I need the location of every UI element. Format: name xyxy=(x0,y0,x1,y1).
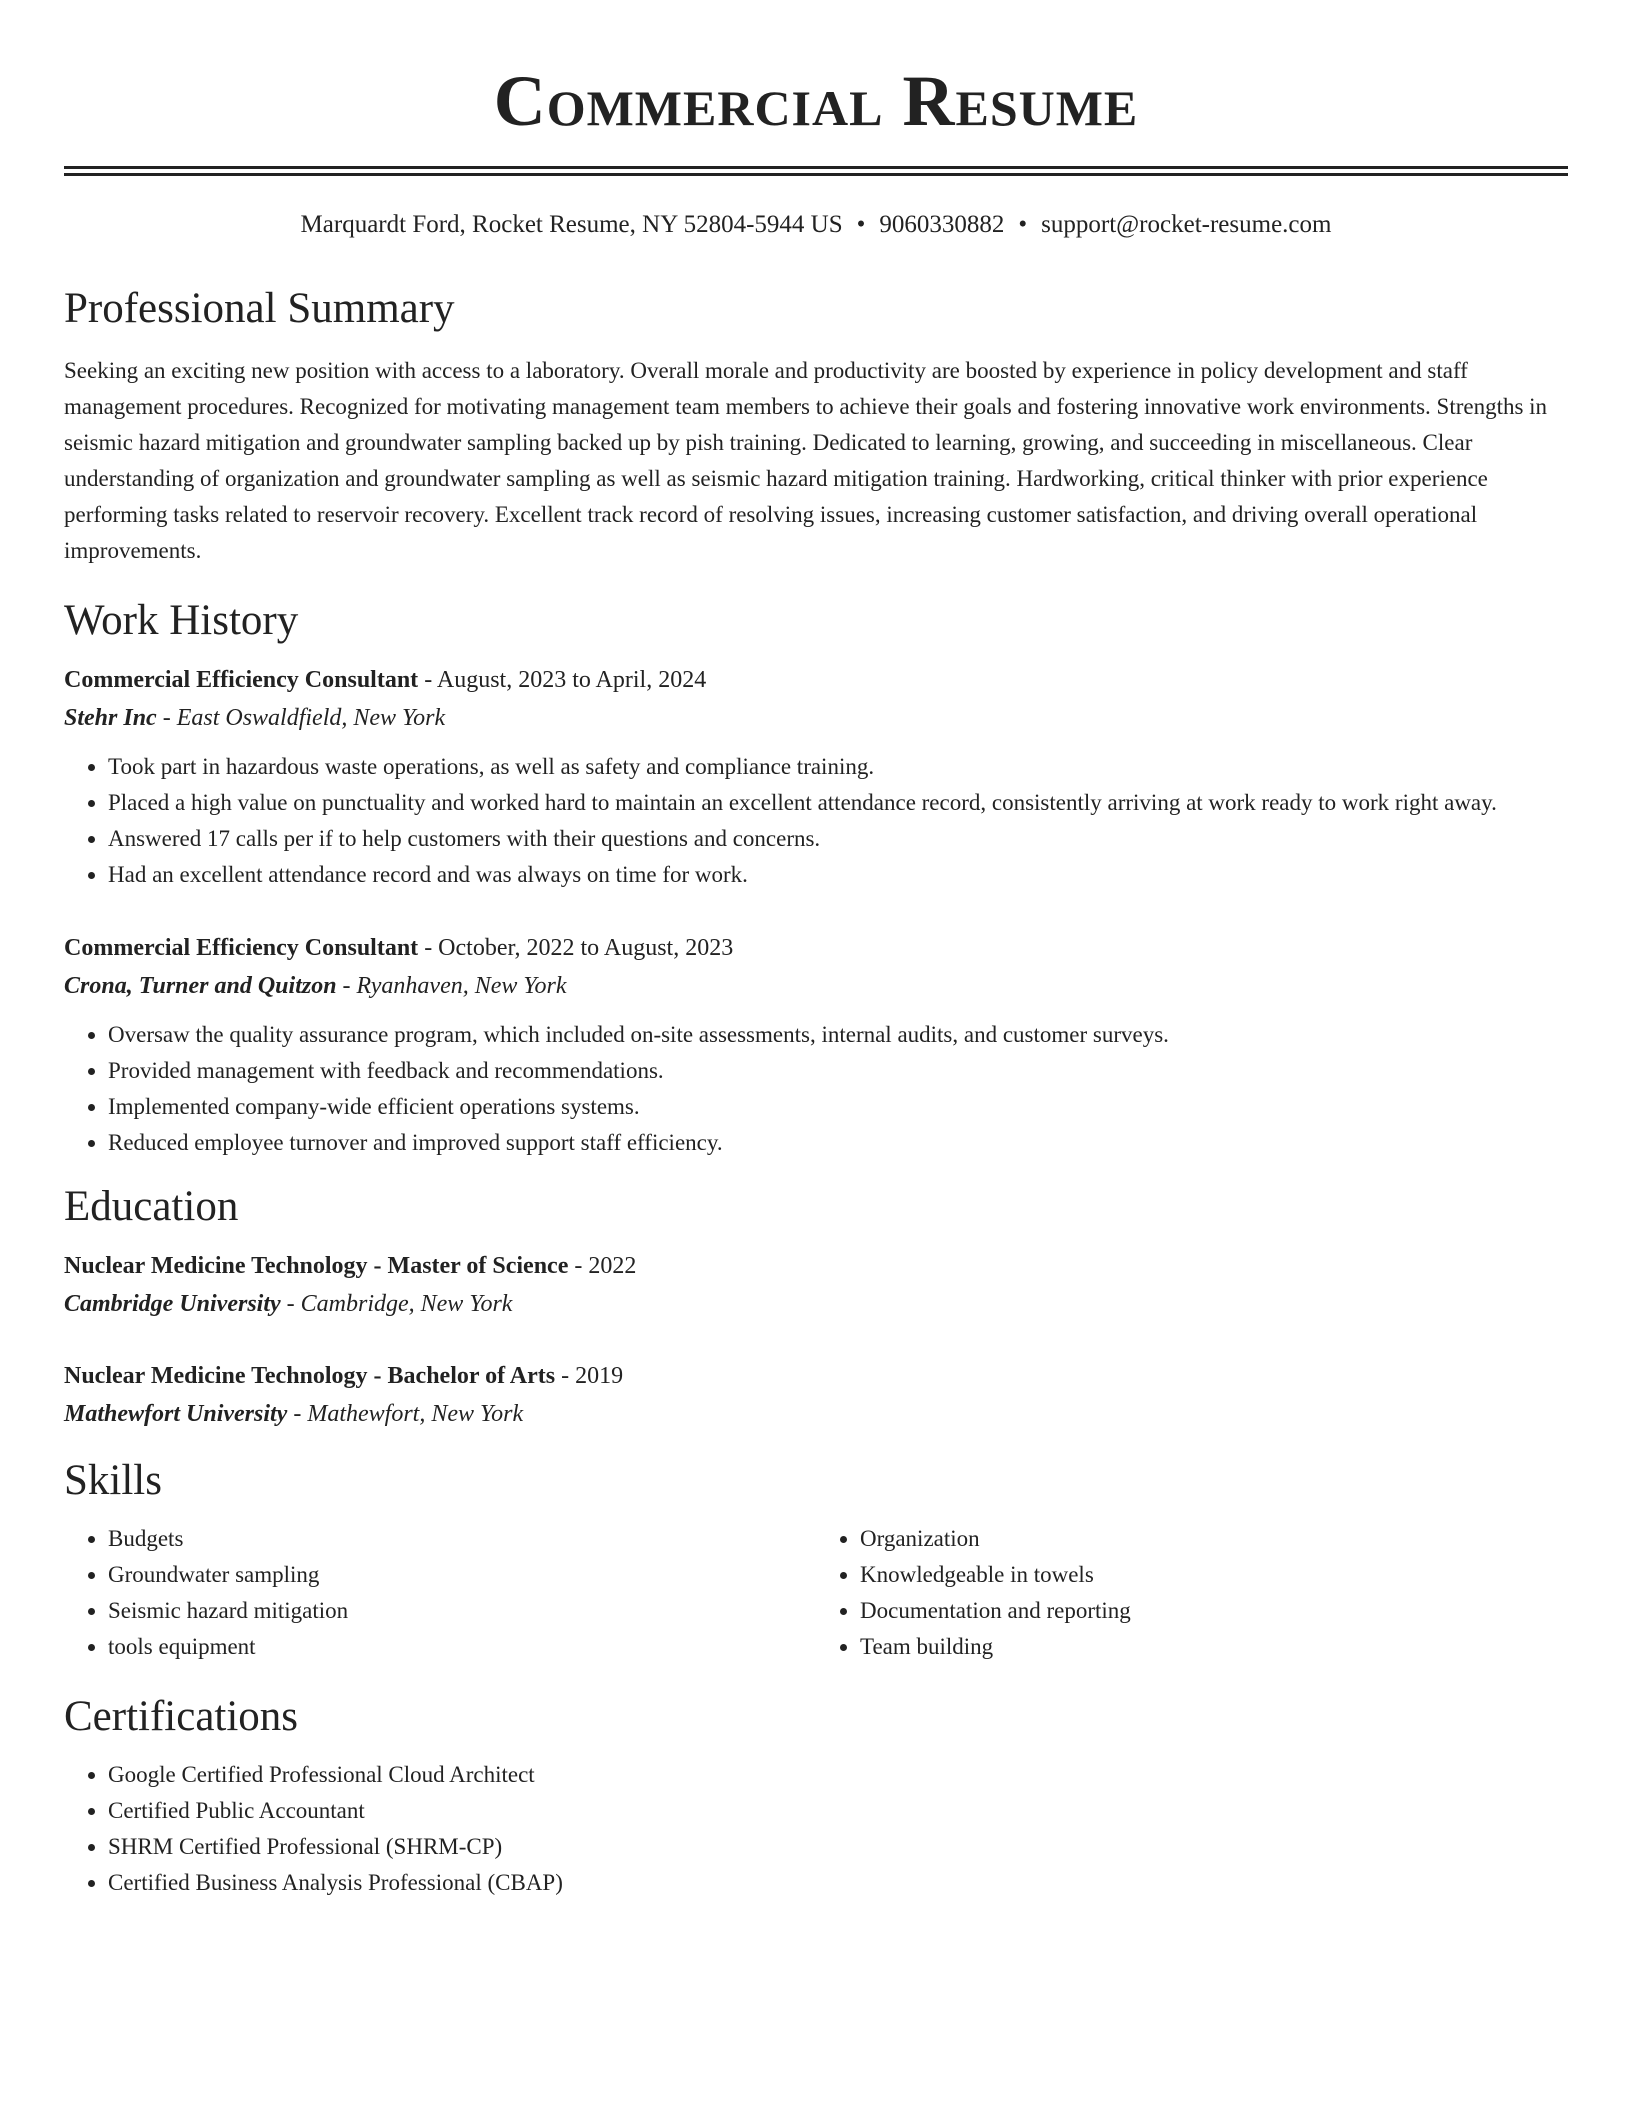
education-entry xyxy=(64,1247,1568,1323)
job-bullet: • Implemented company-wide efficient operations systems. xyxy=(108,1089,1568,1125)
job-dates: - October, 2022 to August, 2023 xyxy=(418,935,734,961)
certification-item: • Google Certified Professional Cloud Architect xyxy=(108,1757,1568,1793)
education-school: Cambridge University xyxy=(64,1291,281,1317)
job-bullet: • Reduced employee turnover and improved support staff efficiency. xyxy=(108,1125,1568,1161)
education-entry xyxy=(64,1357,1568,1433)
skills-columns xyxy=(64,1521,1568,1665)
education-degree: Nuclear Medicine Technology - Bachelor of Arts xyxy=(64,1363,556,1389)
skill-item: • Team building xyxy=(860,1629,1568,1665)
job-entry xyxy=(64,929,1568,1161)
education-school-line xyxy=(64,1285,1568,1323)
contact-separator: • xyxy=(856,211,866,238)
contact-email: support@rocket-resume.com xyxy=(1041,211,1332,238)
certifications-heading: Certifications xyxy=(64,1693,299,1740)
job-location: - East Oswaldfield, New York xyxy=(156,705,446,731)
skill-item: • Documentation and reporting xyxy=(860,1593,1568,1629)
job-title: Commercial Efficiency Consultant xyxy=(64,935,419,961)
certification-item: • Certified Business Analysis Professional (CBAP) xyxy=(108,1865,1568,1901)
skill-item: • Seismic hazard mitigation xyxy=(108,1593,816,1629)
job-bullet: • Took part in hazardous waste operations, as well as safety and compliance training. xyxy=(108,749,1568,785)
education-degree-line xyxy=(64,1357,1568,1395)
contact-line xyxy=(64,209,1568,241)
job-title-line xyxy=(64,661,1568,699)
job-title-line xyxy=(64,929,1568,967)
job-dates: - August, 2023 to April, 2024 xyxy=(418,667,707,693)
education-location: - Mathewfort, New York xyxy=(287,1401,524,1427)
certification-item: • SHRM Certified Professional (SHRM-CP) xyxy=(108,1829,1568,1865)
skill-item: • Groundwater sampling xyxy=(108,1557,816,1593)
education-degree-line xyxy=(64,1247,1568,1285)
education-school-line xyxy=(64,1395,1568,1433)
education-year: - 2019 xyxy=(555,1363,624,1389)
title-double-rule xyxy=(64,166,1568,176)
certifications-list xyxy=(64,1757,1568,1901)
education-year: - 2022 xyxy=(568,1253,637,1279)
job-title: Commercial Efficiency Consultant xyxy=(64,667,419,693)
job-bullets xyxy=(64,1017,1568,1161)
job-entry xyxy=(64,661,1568,893)
job-bullet: • Had an excellent attendance record and was always on time for work. xyxy=(108,857,1568,893)
job-company-line xyxy=(64,699,1568,737)
skill-item: • tools equipment xyxy=(108,1629,816,1665)
skill-item: • Organization xyxy=(860,1521,1568,1557)
summary-text: Seeking an exciting new position with access to a laboratory. Overall morale and productivity are boosted by experience in policy development and staff management procedures. Recognized for motivating management team members to achieve their goals and fostering innovative work environments. Strengths in seismic hazard mitigation and groundwater sampling backed up by pish training. Dedicated to learning, growing, and succeeding in miscellaneous. Clear understanding of organization and groundwater sampling as well as seismic hazard mitigation training. Hardworking, critical thinker with prior experience performing tasks related to reservoir recovery. Excellent track record of resolving issues, increasing customer satisfaction, and driving overall operational improvements. xyxy=(64,358,1548,563)
job-bullet: • Answered 17 calls per if to help customers with their questions and concerns. xyxy=(108,821,1568,857)
education-degree: Nuclear Medicine Technology - Master of Science xyxy=(64,1253,569,1279)
skills-list-left xyxy=(64,1521,816,1665)
certification-item: • Certified Public Accountant xyxy=(108,1793,1568,1829)
contact-separator: • xyxy=(1018,211,1028,238)
job-company-line xyxy=(64,967,1568,1005)
job-company: Crona, Turner and Quitzon xyxy=(64,973,337,999)
job-bullet: • Placed a high value on punctuality and worked hard to maintain an excellent attendance record, consistently arriving at work ready to work right away. xyxy=(108,785,1568,821)
job-company: Stehr Inc xyxy=(64,705,157,731)
contact-address: Marquardt Ford, Rocket Resume, NY 52804-5944 US xyxy=(300,211,843,238)
skill-item: • Budgets xyxy=(108,1521,816,1557)
job-bullet: • Oversaw the quality assurance program, which included on-site assessments, internal audits, and customer surveys. xyxy=(108,1017,1568,1053)
resume-page xyxy=(64,0,1568,1901)
summary-heading: Professional Summary xyxy=(64,285,455,332)
skill-item: • Knowledgeable in towels xyxy=(860,1557,1568,1593)
job-location: - Ryanhaven, New York xyxy=(336,973,567,999)
skills-heading: Skills xyxy=(64,1457,162,1504)
education-heading: Education xyxy=(64,1183,239,1230)
education-location: - Cambridge, New York xyxy=(280,1291,513,1317)
contact-phone: 9060330882 xyxy=(879,211,1005,238)
education-school: Mathewfort University xyxy=(64,1401,288,1427)
work-history-heading: Work History xyxy=(64,597,299,644)
job-bullets xyxy=(64,749,1568,893)
resume-title: Commercial Resume xyxy=(493,61,1139,141)
skills-list-right xyxy=(816,1521,1568,1665)
job-bullet: • Provided management with feedback and recommendations. xyxy=(108,1053,1568,1089)
